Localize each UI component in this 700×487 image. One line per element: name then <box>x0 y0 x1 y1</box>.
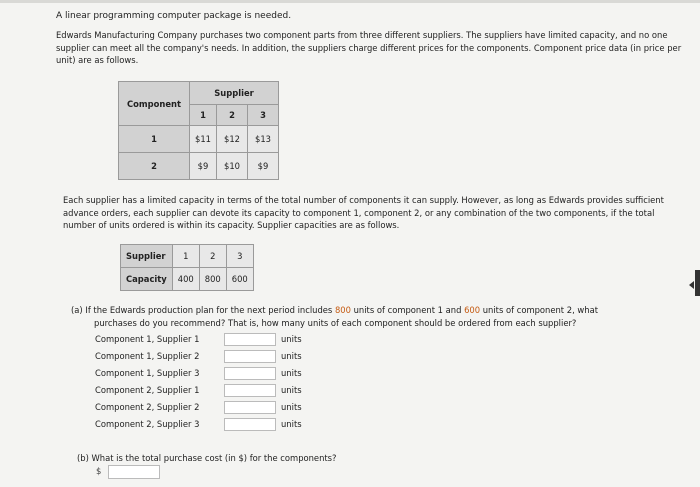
capacity-row-label: Capacity <box>121 268 173 291</box>
component-number: 1 <box>119 126 190 153</box>
row-label: Component 2, Supplier 3 <box>95 419 200 429</box>
price-cell: $12 <box>217 126 248 153</box>
question-text: If the Edwards production plan for the next period includes <box>85 305 335 315</box>
answer-input[interactable] <box>224 350 276 363</box>
units-label: units <box>281 402 302 412</box>
part-b-question: (b) What is the total purchase cost (in $) for the components? <box>77 453 337 463</box>
collapse-arrow-icon[interactable] <box>689 281 694 289</box>
side-panel-handle[interactable] <box>695 270 700 296</box>
supplier-number: 2 <box>199 245 226 268</box>
supplier-row-label: Supplier <box>121 245 173 268</box>
component1-units: 800 <box>334 305 351 315</box>
units-label: units <box>281 334 302 344</box>
capacity-value: 400 <box>172 268 199 291</box>
answer-row <box>95 400 302 414</box>
answer-input[interactable] <box>224 384 276 397</box>
price-cell: $9 <box>190 153 217 180</box>
total-cost-input[interactable] <box>108 465 160 479</box>
units-label: units <box>281 385 302 395</box>
answer-row <box>95 383 302 397</box>
question-text: units of component 2, what <box>480 305 598 315</box>
row-label: Component 2, Supplier 2 <box>95 402 200 412</box>
component-number: 2 <box>119 153 190 180</box>
row-label: Component 1, Supplier 3 <box>95 368 200 378</box>
intro-paragraph: Edwards Manufacturing Company purchases two component parts from three different suppliers. The suppliers have limited capacity, and no one supplier can meet all the company's needs. In addition, the suppliers charge different prices for the components. Component price data (in price per unit) are as follows. <box>56 30 682 65</box>
answer-input[interactable] <box>224 401 276 414</box>
price-cell: $9 <box>248 153 279 180</box>
part-a-question <box>71 304 671 329</box>
question-text: units of component 1 and <box>350 305 465 315</box>
row-label: Component 2, Supplier 1 <box>95 385 200 395</box>
supplier-number: 1 <box>190 105 217 126</box>
price-cell: $11 <box>190 126 217 153</box>
top-divider <box>0 0 700 3</box>
dollar-sign: $ <box>96 466 102 476</box>
capacity-value: 600 <box>226 268 253 291</box>
units-label: units <box>281 419 302 429</box>
component-header: Component <box>119 82 190 126</box>
capacity-table <box>120 244 254 291</box>
component2-units: 600 <box>464 305 481 315</box>
supplier-number: 3 <box>248 105 279 126</box>
answer-input[interactable] <box>224 367 276 380</box>
answer-row <box>95 332 302 346</box>
price-table <box>118 81 279 180</box>
answer-input[interactable] <box>224 418 276 431</box>
answer-row <box>95 366 302 380</box>
supplier-number: 3 <box>226 245 253 268</box>
row-label: Component 1, Supplier 2 <box>95 351 200 361</box>
units-label: units <box>281 368 302 378</box>
answer-input[interactable] <box>224 333 276 346</box>
price-cell: $13 <box>248 126 279 153</box>
row-label: Component 1, Supplier 1 <box>95 334 200 344</box>
question-line2: purchases do you recommend? That is, how many units of each component should be ordered from each supplier? <box>94 317 577 328</box>
price-cell: $10 <box>217 153 248 180</box>
capacity-value: 800 <box>199 268 226 291</box>
supplier-number: 1 <box>172 245 199 268</box>
part-a-marker: (a) <box>71 305 83 315</box>
supplier-number: 2 <box>217 105 248 126</box>
intro-title: A linear programming computer package is needed. <box>56 11 292 21</box>
answer-row <box>95 417 302 431</box>
units-label: units <box>281 351 302 361</box>
supplier-header: Supplier <box>190 82 279 105</box>
answer-row <box>95 349 302 363</box>
capacity-paragraph: Each supplier has a limited capacity in terms of the total number of components it can supply. However, as long as Edwards provides sufficient advance orders, each supplier can devote its capacity to component 1, component 2, or any combination of the two components, if the total number of units ordered is within its capacity. Supplier capacities are as follows. <box>63 195 664 230</box>
